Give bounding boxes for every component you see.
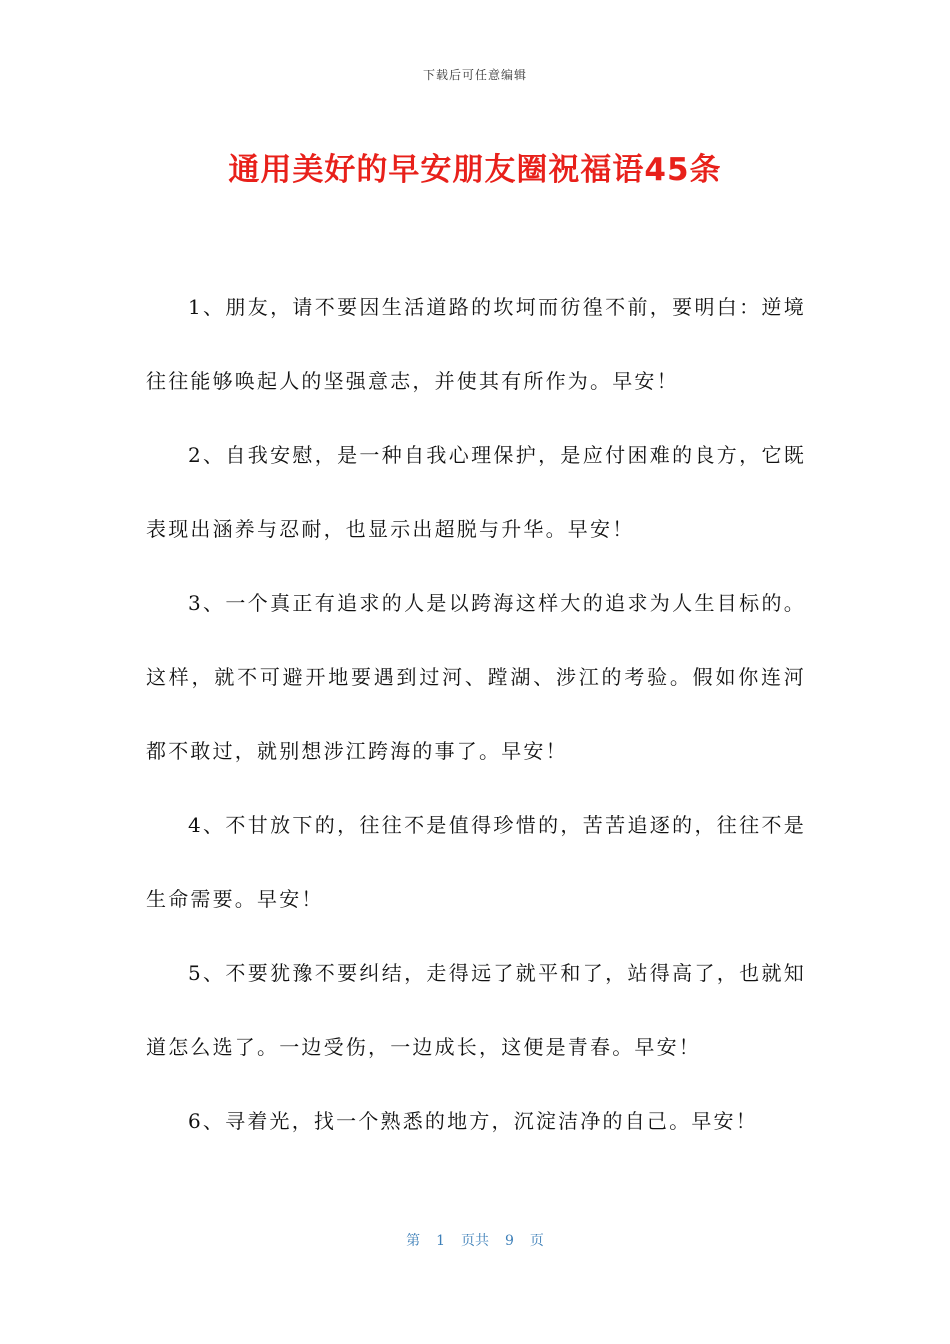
page-prefix: 第 [406,1233,421,1249]
page-suffix: 页 [529,1233,544,1249]
total-pages-number: 9 [505,1233,514,1249]
paragraph-4: 4、不甘放下的，往往不是值得珍惜的，苦苦追逐的，往往不是生命需要。早安！ [146,813,806,911]
page-number-footer [0,1230,950,1250]
current-page-number: 1 [436,1233,445,1249]
document-body [146,270,806,1158]
document-title: 通用美好的早安朋友圈祝福语45条 [228,152,722,188]
paragraph-6: 6、寻着光，找一个熟悉的地方，沉淀洁净的自己。早安！ [188,1109,758,1133]
header-note: 下载后可任意编辑 [422,68,527,82]
page-mid: 页共 [461,1233,489,1249]
paragraph-3: 3、一个真正有追求的人是以跨海这样大的追求为人生目标的。这样，就不可避开地要遇到过河、蹚湖、涉江的考验。假如你连河都不敢过，就别想涉江跨海的事了。早安！ [146,591,806,763]
paragraph-5: 5、不要犹豫不要纠结，走得远了就平和了，站得高了，也就知道怎么选了。一边受伤，一边成长，这便是青春。早安！ [146,961,806,1059]
paragraph-1: 1、朋友，请不要因生活道路的坎坷而彷徨不前，要明白：逆境往往能够唤起人的坚强意志，并使其有所作为。早安！ [146,295,806,393]
paragraph-2: 2、自我安慰，是一种自我心理保护，是应付困难的良方，它既表现出涵养与忍耐，也显示出超脱与升华。早安！ [146,443,806,541]
